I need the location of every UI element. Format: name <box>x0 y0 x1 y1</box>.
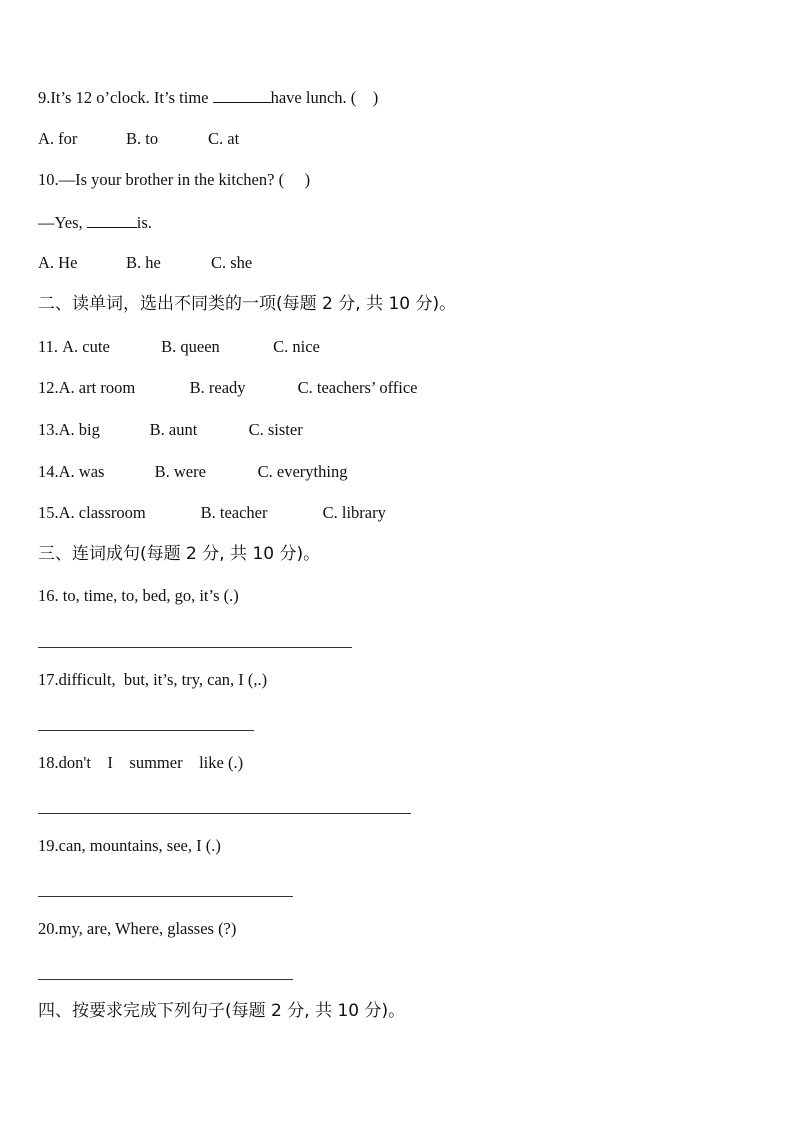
section-4-title: 四、按要求完成下列句子(每题 2 分, 共 10 分)。 <box>38 1001 406 1021</box>
question-number: 15. <box>38 503 59 522</box>
option-b[interactable]: B. were <box>154 462 206 481</box>
option-b[interactable]: B. ready <box>189 378 246 397</box>
question-10-options <box>38 253 252 273</box>
question-18: 18.don't I summer like (.) <box>38 753 244 772</box>
question-9-text-after: have lunch. ( ) <box>270 88 379 107</box>
section-3-title: 三、连词成句(每题 2 分, 共 10 分)。 <box>38 544 321 564</box>
question-15 <box>38 503 386 523</box>
question-9-options <box>38 129 239 149</box>
question-number: 12. <box>38 378 59 397</box>
answer-blank[interactable] <box>87 212 137 228</box>
option-a[interactable]: A. He <box>38 253 78 272</box>
option-a[interactable]: A. art room <box>58 378 136 397</box>
option-b[interactable]: B. queen <box>161 337 220 356</box>
answer-line[interactable] <box>38 813 411 814</box>
question-number: 13. <box>38 420 59 439</box>
option-a[interactable]: A. classroom <box>58 503 146 522</box>
question-number: 14. <box>38 462 59 481</box>
option-b[interactable]: B. he <box>126 253 161 272</box>
option-c[interactable]: C. everything <box>257 462 348 481</box>
answer-line[interactable] <box>38 896 293 897</box>
question-10-stem: 10.—Is your brother in the kitchen? ( ) <box>38 170 311 189</box>
question-9-stem <box>38 87 378 108</box>
question-17: 17.difficult, but, it’s, try, can, I (,.) <box>38 670 268 689</box>
question-11 <box>38 337 320 357</box>
option-c[interactable]: C. teachers’ office <box>297 378 418 397</box>
option-c[interactable]: C. at <box>208 129 240 148</box>
option-a[interactable]: A. for <box>38 129 78 148</box>
option-a[interactable]: A. big <box>58 420 100 439</box>
question-14 <box>38 462 347 482</box>
section-2-title: 二、读单词，选出不同类的一项(每题 2 分, 共 10 分)。 <box>38 294 457 314</box>
question-number: 11. <box>38 337 63 356</box>
question-13 <box>38 420 303 440</box>
question-9-text-before: 9.It’s 12 o’clock. It’s time <box>38 88 213 107</box>
option-b[interactable]: B. teacher <box>200 503 268 522</box>
question-10-reply-after: is. <box>136 213 152 232</box>
option-b[interactable]: B. aunt <box>149 420 198 439</box>
question-10-reply-before: —Yes, <box>38 213 87 232</box>
option-c[interactable]: C. library <box>322 503 386 522</box>
question-12 <box>38 378 418 398</box>
option-b[interactable]: B. to <box>126 129 159 148</box>
option-c[interactable]: C. nice <box>273 337 320 356</box>
option-c[interactable]: C. she <box>211 253 253 272</box>
option-a[interactable]: A. cute <box>62 337 110 356</box>
option-c[interactable]: C. sister <box>248 420 303 439</box>
question-10-reply <box>38 212 152 233</box>
answer-line[interactable] <box>38 979 293 980</box>
question-16: 16. to, time, to, bed, go, it’s (.) <box>38 586 239 605</box>
answer-line[interactable] <box>38 647 352 648</box>
option-a[interactable]: A. was <box>58 462 105 481</box>
question-19: 19.can, mountains, see, I (.) <box>38 836 221 855</box>
question-20: 20.my, are, Where, glasses (?) <box>38 919 237 938</box>
answer-blank[interactable] <box>213 87 271 103</box>
answer-line[interactable] <box>38 730 254 731</box>
